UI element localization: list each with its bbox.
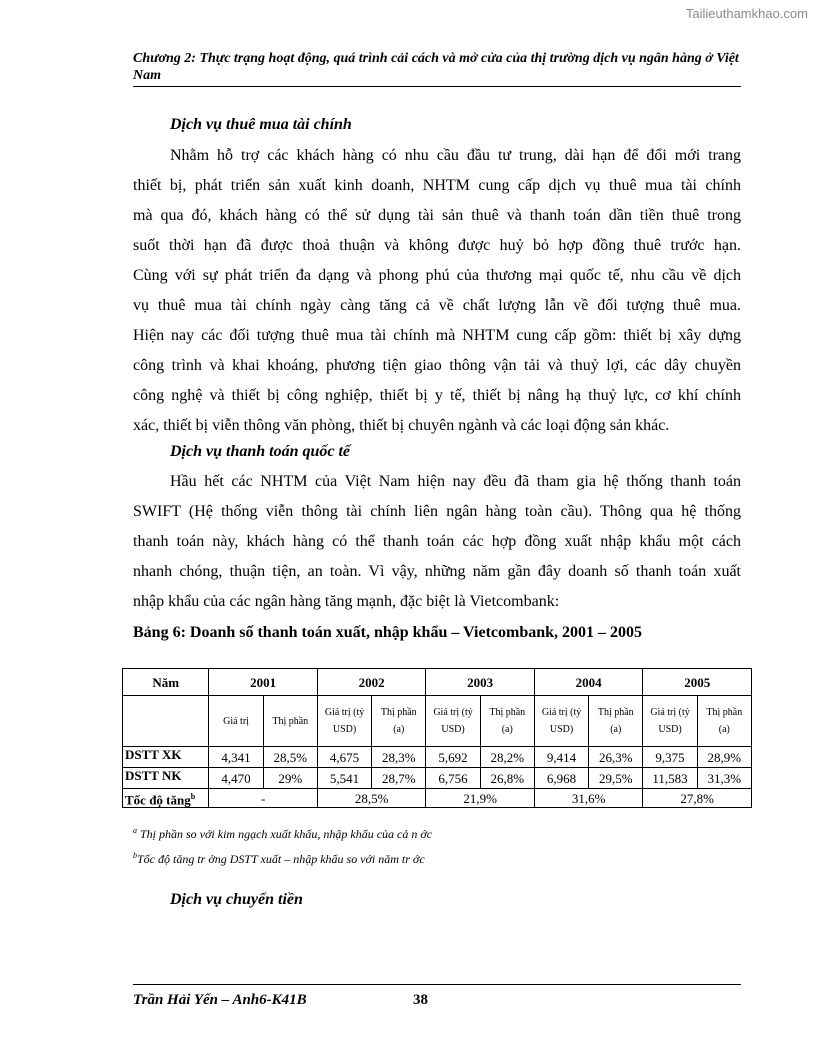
footnote-marker: b [190,792,196,801]
year-header: 2004 [534,669,643,696]
table-cell: 5,692 [426,747,480,768]
text-line: công trình và khai khoáng, phương tiện giao thông vận tải và thuỷ lợi, các dây chuyền [133,357,741,374]
footnote-b [133,851,425,867]
table-cell: 9,375 [643,747,697,768]
payment-turnover-table [122,668,752,808]
subheader-cell: Thị phần (a) [372,696,426,747]
text-line: suốt thời hạn đã được thoả thuận và không được huỷ bỏ hợp đồng thuê trước hạn. [133,237,741,254]
table-subheader-row [123,696,752,747]
growth-cell: 31,6% [534,789,643,808]
paragraph-leasing [133,141,741,441]
growth-cell: 27,8% [643,789,752,808]
year-header: 2003 [426,669,535,696]
growth-cell: 28,5% [317,789,426,808]
paragraph-international-payment [133,467,741,617]
growth-cell: 21,9% [426,789,535,808]
row-label: DSTT NK [123,768,209,789]
subheader-cell: Thị phần (a) [480,696,534,747]
text-line: nhập khẩu của các ngân hàng tăng mạnh, đặc biệt là Vietcombank: [133,593,560,610]
table-cell: 28,2% [480,747,534,768]
table-cell: 29,5% [589,768,643,789]
table-caption: Bảng 6: Doanh số thanh toán xuất, nhập khẩu – Vietcombank, 2001 – 2005 [133,624,643,641]
table-cell: 4,341 [209,747,263,768]
section-heading-leasing: Dịch vụ thuê mua tài chính [170,116,352,133]
table-header-row [123,669,752,696]
table-cell: 28,7% [372,768,426,789]
growth-row [123,789,752,808]
table-cell: 6,756 [426,768,480,789]
growth-cell: - [209,789,318,808]
section-heading-international-payment: Dịch vụ thanh toán quốc tế [170,443,351,460]
chapter-header: Chương 2: Thực trạng hoạt động, quá trình cải cách và mở cửa của thị trường dịch vụ ngân hàng ở Việt Nam [133,51,739,83]
table-cell: 4,470 [209,768,263,789]
footnote-marker: b [133,851,137,860]
row-label: DSTT XK [123,747,209,768]
text-line: mà qua đó, khách hàng có thể sử dụng tài sản thuê và thanh toán dần tiền thuê trong [133,207,741,224]
year-header: 2002 [317,669,426,696]
subheader-cell: Giá trị (tỷ USD) [317,696,371,747]
year-header: 2001 [209,669,318,696]
text-line: SWIFT (Hệ thống viễn thông tài chính liên ngân hàng toàn cầu). Thông qua hệ thống [133,503,741,520]
subheader-cell: Thị phần [263,696,317,747]
page-number: 38 [413,992,428,1008]
subheader-cell: Thị phần (a) [697,696,751,747]
text-line: vụ thuê mua tài chính ngày càng tăng cả về chất lượng lẫn về đối tượng thuê mua. [133,297,741,314]
footer-author: Trần Hải Yến – Anh6-K41B [133,992,307,1008]
growth-label: Tốc độ tăng [125,792,191,808]
header-divider [133,86,741,87]
section-heading-money-transfer: Dịch vụ chuyển tiền [170,891,303,908]
text-line: Nhằm hỗ trợ các khách hàng có nhu cầu đầu tư trung, dài hạn để đổi mới trang [170,147,741,164]
text-line: nhanh chóng, thuận tiện, an toàn. Vì vậy, những năm gần đây doanh số thanh toán xuất [133,563,741,580]
subheader-cell: Giá trị (tỷ USD) [534,696,588,747]
footnote-a [133,826,432,842]
empty-cell [123,696,209,747]
text-line: Cùng với sự phát triển đa dạng và phong phú của thương mại quốc tế, nhu cầu về dịch [133,267,741,284]
text-line: Hầu hết các NHTM của Việt Nam hiện nay đều đã tham gia hệ thống thanh toán [170,473,741,490]
subheader-cell: Thị phần (a) [589,696,643,747]
text-line: công nghệ và thiết bị công nghiệp, thiết bị y tế, thiết bị nâng hạ thuỷ lực, cơ khí chính [133,387,741,404]
table-cell: 28,5% [263,747,317,768]
table-cell: 6,968 [534,768,588,789]
row-label [123,789,209,808]
table-cell: 29% [263,768,317,789]
year-label-cell: Năm [123,669,209,696]
text-line: xác, thiết bị viễn thông văn phòng, thiết bị chuyên ngành và các loại động sản khác. [133,417,670,434]
text-line: thiết bị, phát triển sản xuất kinh doanh, NHTM cung cấp dịch vụ thuê mua tài chính [133,177,741,194]
table-cell: 28,3% [372,747,426,768]
table-cell: 4,675 [317,747,371,768]
footer-divider [133,984,741,985]
table-cell: 26,8% [480,768,534,789]
subheader-cell: Giá trị [209,696,263,747]
table-row [123,768,752,789]
watermark: Tailieuthamkhao.com [685,6,808,21]
subheader-cell: Giá trị (tỷ USD) [643,696,697,747]
subheader-cell: Giá trị (tỷ USD) [426,696,480,747]
table-cell: 11,583 [643,768,697,789]
table-cell: 5,541 [317,768,371,789]
table-row [123,747,752,768]
table-cell: 26,3% [589,747,643,768]
footnote-marker: a [133,826,137,835]
table-cell: 28,9% [697,747,751,768]
year-header: 2005 [643,669,752,696]
text-line: Hiện nay các đối tượng thuê mua tài chính mà NHTM cung cấp gồm: thiết bị xây dựng [133,327,741,344]
footnote-text: Tốc độ tăng tr ởng DSTT xuất – nhập khẩu so với năm tr ớc [137,852,425,866]
table-cell: 31,3% [697,768,751,789]
text-line: thanh toán này, khách hàng có thể thanh toán các hợp đồng xuất nhập khẩu một cách [133,533,741,550]
footnote-text: Thị phần so với kim ngạch xuất khẩu, nhập khẩu của cả n ớc [140,827,433,841]
table-cell: 9,414 [534,747,588,768]
